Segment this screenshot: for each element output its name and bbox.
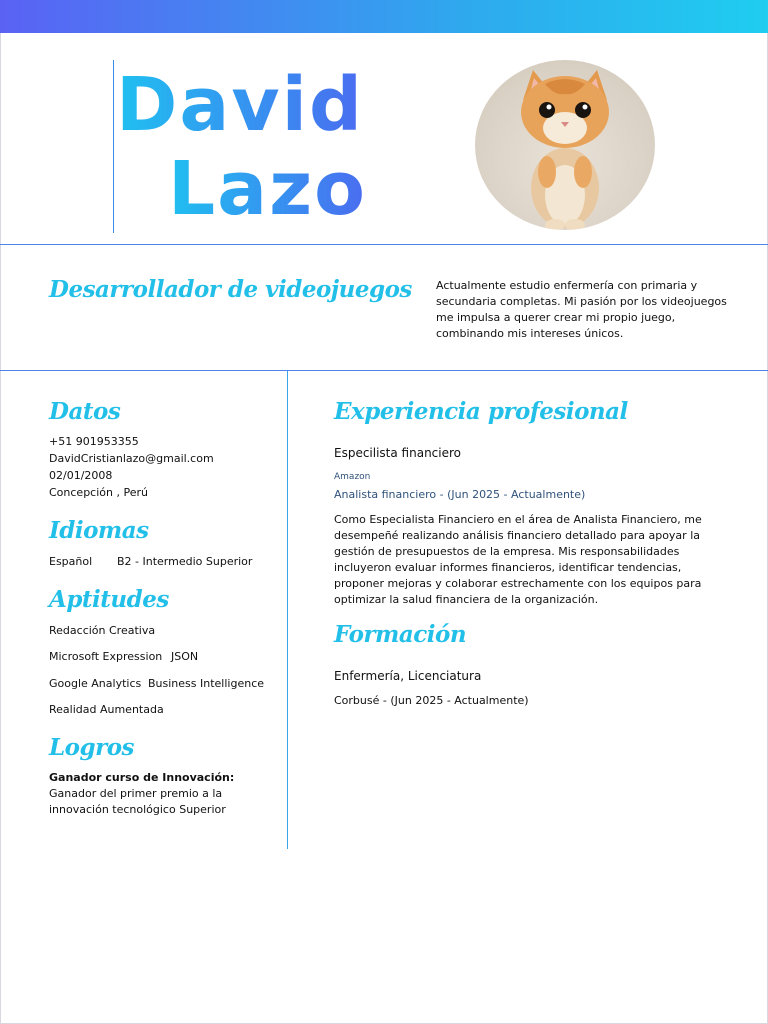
position-dates: Analista financiero - (Jun 2025 - Actualmente) <box>334 488 586 501</box>
email-address: DavidCristianlazo@gmail.com <box>49 452 214 465</box>
aptitudes-heading: Aptitudes <box>49 586 169 613</box>
top-gradient-bar <box>0 0 768 33</box>
name-divider <box>113 60 114 233</box>
section-divider-bottom <box>0 370 768 371</box>
logros-heading: Logros <box>49 734 135 761</box>
language-level: B2 - Intermedio Superior <box>117 555 253 568</box>
skill-item: Realidad Aumentada <box>49 703 164 716</box>
profile-photo <box>475 60 655 230</box>
skill-item: Redacción Creativa <box>49 624 156 637</box>
achievement <box>49 770 274 818</box>
job-description: Como Especialista Financiero en el área de Analista Financiero, me desempeñé realizando análisis financiero detallado para apoyar la gestión de presupuestos de la empresa. Mis responsabilidades incluyeron evaluar informes financieros, identificar tendencias, proponer mejoras y colaborar estrechamente con los equipos para optimizar la salud financiera de la organización. <box>334 513 702 606</box>
kitten-illustration <box>475 60 655 230</box>
section-divider-top <box>0 244 768 245</box>
achievement-title: Ganador curso de Innovación: <box>49 771 235 784</box>
job-role-title: Desarrollador de videojuegos <box>49 276 412 303</box>
school-dates: Corbusé - (Jun 2025 - Actualmente) <box>334 694 529 707</box>
profile-summary: Actualmente estudio enfermería con primaria y secundaria completas. Mi pasión por los videojuegos me impulsa a querer crear mi propio juego, combinando mis intereses únicos. <box>436 279 727 340</box>
skill-item: Google Analytics <box>49 677 142 690</box>
experiencia-heading: Experiencia profesional <box>334 398 628 425</box>
location: Concepción , Perú <box>49 486 148 499</box>
degree-title: Enfermería, Licenciatura <box>334 669 482 683</box>
skill-item: JSON <box>171 650 199 663</box>
job-title: Especilista financiero <box>334 446 462 460</box>
last-name: Lazo <box>168 146 367 232</box>
idiomas-heading: Idiomas <box>49 517 149 544</box>
column-divider <box>287 371 288 849</box>
skill-item: Microsoft Expression <box>49 650 163 663</box>
achievement-description: Ganador del primer premio a la innovación tecnológico Superior <box>49 787 226 816</box>
phone-number: +51 901953355 <box>49 435 139 448</box>
datos-heading: Datos <box>49 398 121 425</box>
language-name: Español <box>49 555 93 568</box>
birth-date: 02/01/2008 <box>49 469 113 482</box>
company-name: Amazon <box>334 472 371 482</box>
first-name: David <box>116 62 364 148</box>
skill-item: Business Intelligence <box>148 677 265 690</box>
formacion-heading: Formación <box>334 621 467 648</box>
